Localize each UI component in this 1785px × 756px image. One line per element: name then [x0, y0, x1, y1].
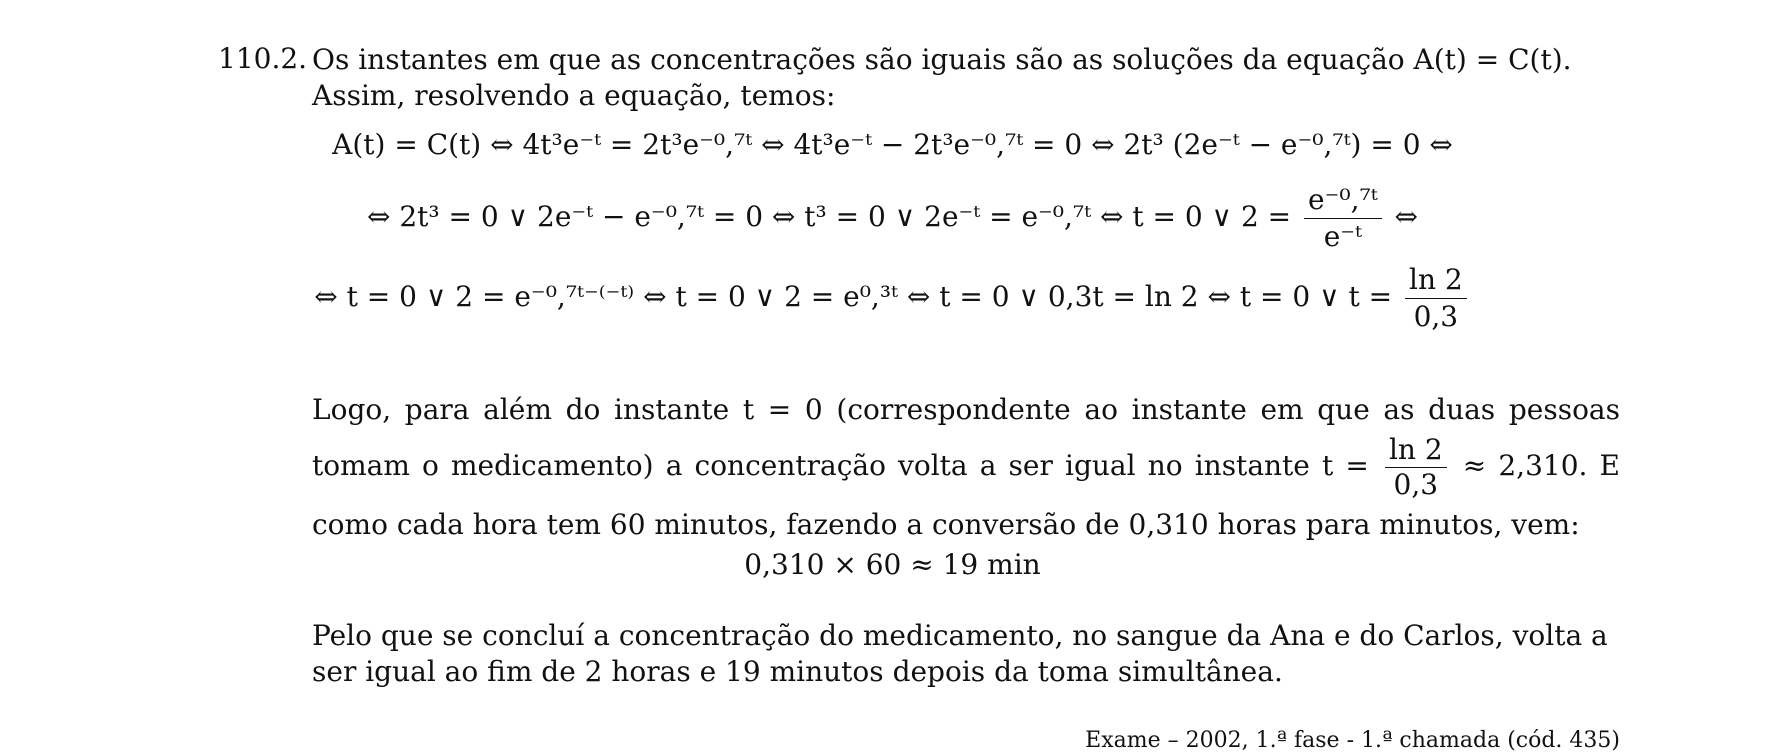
fraction-numerator: e⁻⁰,⁷ᵗ [1304, 184, 1382, 219]
fraction-ln2 [1405, 264, 1467, 333]
fraction-denominator: 0,3 [1393, 468, 1439, 501]
explanation-text-b: ≈ 2,310. E como cada hora tem 60 minutos, fazendo a conversão de 0,310 horas para minutos, vem: [312, 449, 1620, 541]
intro-line-2: Assim, resolvendo a equação, temos: [312, 79, 836, 112]
equation-line-1: A(t) = C(t) ⇔ 4t³e⁻ᵗ = 2t³e⁻⁰,⁷ᵗ ⇔ 4t³e⁻ᵗ − 2t³e⁻⁰,⁷ᵗ = 0 ⇔ 2t³ (2e⁻ᵗ − e⁻⁰,⁷ᵗ) = 0 ⇔ [332, 128, 1453, 161]
conclusion-paragraph: Pelo que se concluí a concentração do medicamento, no sangue da Ana e do Carlos, volta a ser igual ao fim de 2 horas e 19 minutos depois da toma simultânea. [312, 619, 1608, 688]
explanation-paragraph [312, 385, 1620, 550]
fraction-numerator: ln 2 [1385, 435, 1447, 468]
explanation-text-a: Logo, para além do instante t = 0 (correspondente ao instante em que as duas pessoas tomam o medicamento) a concentração volta a ser igual no instante t = [312, 393, 1620, 482]
fraction-numerator: ln 2 [1405, 264, 1467, 299]
intro-line-1: Os instantes em que as concentrações são iguais são as soluções da equação A(t) = C(t). [312, 43, 1572, 76]
equation-line-3-text: ⇔ t = 0 ∨ 2 = e⁻⁰,⁷ᵗ⁻⁽⁻ᵗ⁾ ⇔ t = 0 ∨ 2 = e⁰,³ᵗ ⇔ t = 0 ∨ 0,3t = ln 2 ⇔ t = 0 ∨ t = [314, 280, 1393, 313]
fraction-denominator: e⁻ᵗ [1323, 220, 1362, 253]
equation-line-3 [0, 264, 1785, 333]
source-citation: Exame – 2002, 1.ª fase - 1.ª chamada (cód. 435) [1085, 728, 1620, 753]
equation-line-2 [0, 184, 1785, 253]
intro-paragraph [312, 42, 1620, 114]
conversion-equation: 0,310 × 60 ≈ 19 min [744, 548, 1041, 581]
fraction-ln2-inline [1385, 435, 1447, 500]
fraction-exp-ratio [1304, 184, 1382, 253]
equation-line-2-text: ⇔ 2t³ = 0 ∨ 2e⁻ᵗ − e⁻⁰,⁷ᵗ = 0 ⇔ t³ = 0 ∨ 2e⁻ᵗ = e⁻⁰,⁷ᵗ ⇔ t = 0 ∨ 2 = [366, 200, 1292, 233]
fraction-denominator: 0,3 [1413, 300, 1459, 333]
item-number: 110.2. [218, 42, 308, 75]
equation-line-2-end: ⇔ [1394, 200, 1419, 233]
